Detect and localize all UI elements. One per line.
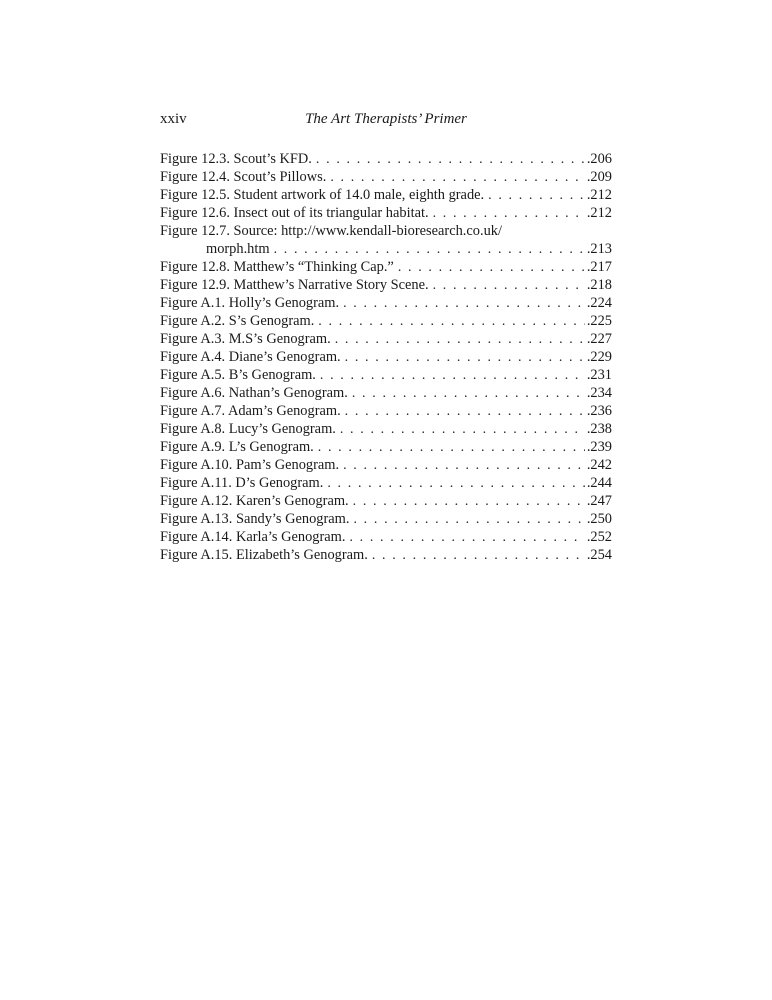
entry-page-number: .212 xyxy=(586,205,612,221)
dot-leader xyxy=(316,151,585,169)
toc-entry xyxy=(160,384,612,402)
toc-entry xyxy=(160,528,612,546)
dot-leader xyxy=(433,205,585,223)
toc-entry xyxy=(160,510,612,528)
entry-page-number: .238 xyxy=(586,421,612,437)
toc-entry xyxy=(160,456,612,474)
dot-leader xyxy=(340,421,585,439)
dot-leader xyxy=(327,475,584,493)
entry-page-number: .206 xyxy=(586,151,612,167)
toc-entry xyxy=(160,276,612,294)
entry-label: Figure 12.4. Scout’s Pillows. xyxy=(160,169,327,185)
dot-leader xyxy=(343,457,585,475)
entry-page-number: .254 xyxy=(586,547,612,563)
entry-page-number: .225 xyxy=(586,313,612,329)
entry-page-number: .218 xyxy=(586,277,612,293)
entry-label: Figure 12.8. Matthew’s “Thinking Cap.” xyxy=(160,259,394,275)
entry-label: Figure 12.7. Source: http://www.kendall-bioresearch.co.uk/ xyxy=(160,223,502,239)
entry-label: Figure A.5. B’s Genogram. xyxy=(160,367,316,383)
dot-leader xyxy=(398,259,585,277)
entry-label: Figure A.6. Nathan’s Genogram. xyxy=(160,385,348,401)
toc-entry xyxy=(160,402,612,420)
toc-entry xyxy=(160,150,612,168)
dot-leader xyxy=(372,547,585,565)
toc-entry xyxy=(160,366,612,384)
entry-page-number: .212 xyxy=(586,187,612,203)
dot-leader xyxy=(318,439,585,457)
dot-leader xyxy=(352,385,585,403)
entry-page-number: .250 xyxy=(586,511,612,527)
entry-page-number: .224 xyxy=(586,295,612,311)
dot-leader xyxy=(343,295,585,313)
entry-page-number: .252 xyxy=(586,529,612,545)
entry-label: Figure A.8. Lucy’s Genogram. xyxy=(160,421,336,437)
entry-page-number: .244 xyxy=(586,475,612,491)
toc-entry xyxy=(160,546,612,564)
entry-label: Figure A.12. Karen’s Genogram. xyxy=(160,493,349,509)
toc-entry xyxy=(160,438,612,456)
entry-label: Figure A.9. L’s Genogram. xyxy=(160,439,314,455)
dot-leader xyxy=(353,493,585,511)
entry-page-number: .217 xyxy=(586,259,612,275)
running-title: The Art Therapists’ Primer xyxy=(305,111,467,127)
entry-page-number: .236 xyxy=(586,403,612,419)
toc-entry xyxy=(160,330,612,348)
dot-leader xyxy=(320,367,585,385)
entry-label: Figure A.13. Sandy’s Genogram. xyxy=(160,511,350,527)
entry-label: Figure A.10. Pam’s Genogram. xyxy=(160,457,340,473)
dot-leader xyxy=(345,403,585,421)
dot-leader xyxy=(330,169,585,187)
entry-page-number: .242 xyxy=(586,457,612,473)
entry-label: Figure 12.6. Insect out of its triangular habitat. xyxy=(160,205,429,221)
toc-entry xyxy=(160,294,612,312)
entry-page-number: .247 xyxy=(586,493,612,509)
entry-label: morph.htm xyxy=(206,241,270,257)
entry-label: Figure A.3. M.S’s Genogram. xyxy=(160,331,331,347)
toc-entry xyxy=(160,312,612,330)
page-number: xxiv xyxy=(160,111,187,127)
entry-label: Figure A.4. Diane’s Genogram. xyxy=(160,349,341,365)
entry-page-number: .227 xyxy=(586,331,612,347)
toc-entry xyxy=(160,492,612,510)
entry-page-number: .213 xyxy=(586,241,612,257)
toc-entry xyxy=(160,222,612,240)
toc-entry xyxy=(160,474,612,492)
entry-label: Figure A.14. Karla’s Genogram. xyxy=(160,529,346,545)
dot-leader xyxy=(349,529,584,547)
entry-label: Figure 12.3. Scout’s KFD. xyxy=(160,151,312,167)
entry-page-number: .239 xyxy=(586,439,612,455)
toc-entry xyxy=(160,258,612,276)
list-of-figures xyxy=(160,150,612,564)
toc-entry xyxy=(160,168,612,186)
dot-leader xyxy=(274,241,585,259)
entry-label: Figure A.7. Adam’s Genogram. xyxy=(160,403,341,419)
toc-entry xyxy=(160,204,612,222)
entry-label: Figure 12.9. Matthew’s Narrative Story Scene. xyxy=(160,277,429,293)
entry-label: Figure A.11. D’s Genogram. xyxy=(160,475,324,491)
page-header xyxy=(160,111,612,131)
dot-leader xyxy=(488,187,585,205)
toc-entry-continuation xyxy=(160,240,612,258)
entry-page-number: .209 xyxy=(586,169,612,185)
toc-entry xyxy=(160,186,612,204)
entry-page-number: .229 xyxy=(586,349,612,365)
entry-label: Figure A.1. Holly’s Genogram. xyxy=(160,295,340,311)
dot-leader xyxy=(318,313,585,331)
entry-label: Figure A.15. Elizabeth’s Genogram. xyxy=(160,547,368,563)
entry-label: Figure A.2. S’s Genogram. xyxy=(160,313,315,329)
entry-page-number: .231 xyxy=(586,367,612,383)
dot-leader xyxy=(433,277,585,295)
entry-label: Figure 12.5. Student artwork of 14.0 male, eighth grade. xyxy=(160,187,485,203)
dot-leader xyxy=(335,331,585,349)
dot-leader xyxy=(353,511,584,529)
entry-page-number: .234 xyxy=(586,385,612,401)
toc-entry xyxy=(160,420,612,438)
dot-leader xyxy=(345,349,585,367)
toc-entry xyxy=(160,348,612,366)
